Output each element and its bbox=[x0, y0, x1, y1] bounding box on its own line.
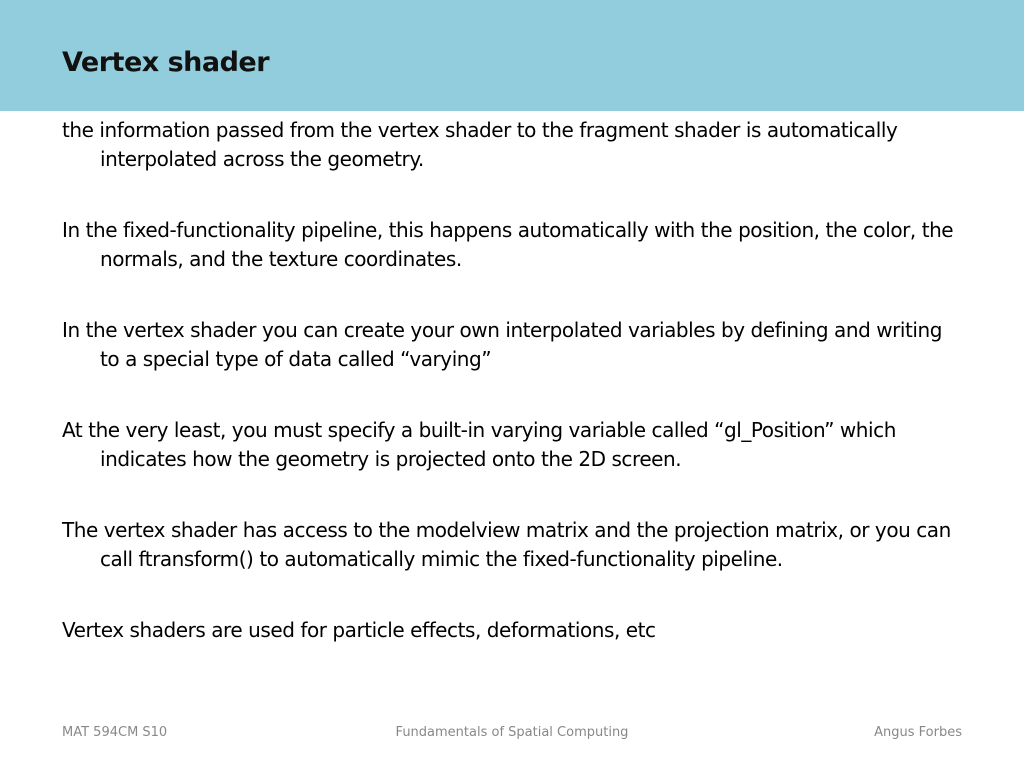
slide-title: Vertex shader bbox=[62, 47, 270, 78]
bullet-paragraph: In the fixed-functionality pipeline, this happens automatically with the position, the color, the normals, and the texture coordinates. bbox=[62, 218, 954, 271]
bullet-paragraph: Vertex shaders are used for particle effects, deformations, etc bbox=[62, 618, 656, 642]
bullet-paragraph: In the vertex shader you can create your own interpolated variables by defining and writing to a special type of data called “varying” bbox=[62, 318, 942, 371]
slide-footer bbox=[0, 722, 1024, 746]
title-band bbox=[0, 0, 1024, 111]
bullet-paragraph: the information passed from the vertex shader to the fragment shader is automatically interpolated across the geometry. bbox=[62, 118, 898, 171]
footer-course-code: MAT 594CM S10 bbox=[62, 725, 168, 740]
footer-course-title: Fundamentals of Spatial Computing bbox=[395, 725, 629, 740]
footer-author: Angus Forbes bbox=[874, 725, 962, 740]
slide-body bbox=[62, 116, 962, 687]
bullet-paragraph: The vertex shader has access to the modelview matrix and the projection matrix, or you can call ftransform() to automatically mimic the fixed-functionality pipeline. bbox=[62, 518, 951, 571]
bullet-paragraph: At the very least, you must specify a built-in varying variable called “gl_Position” which indicates how the geometry is projected onto the 2D screen. bbox=[62, 418, 896, 471]
